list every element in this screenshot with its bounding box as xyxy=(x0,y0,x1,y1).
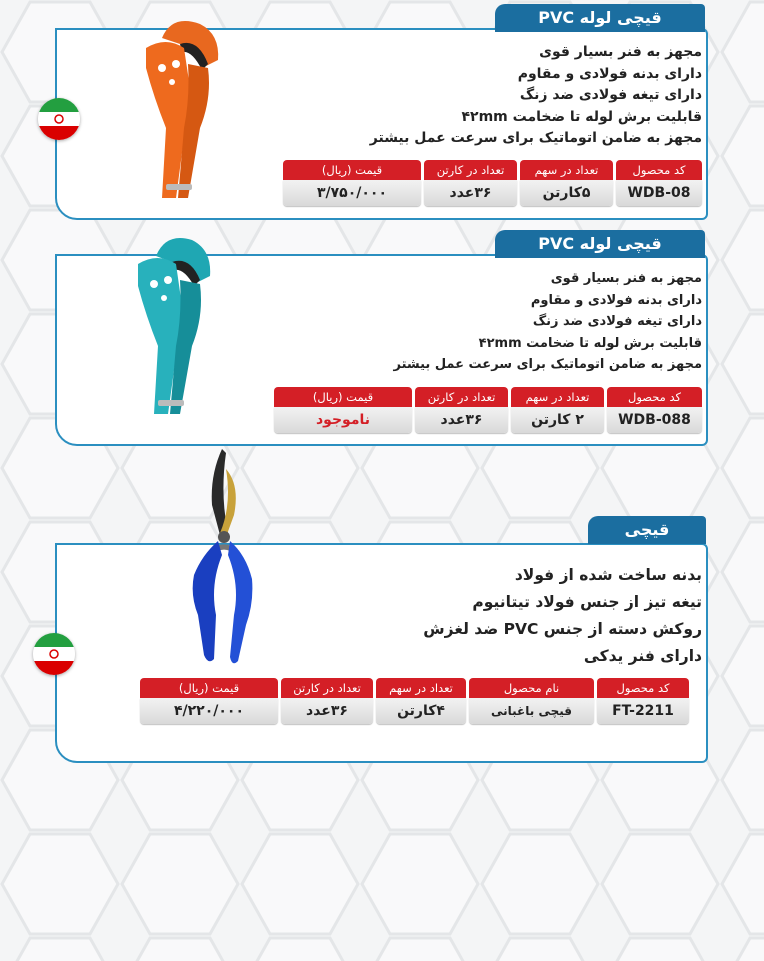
feature-item: مجهز به ضامن اتوماتیک برای سرعت عمل بیشتر xyxy=(369,130,702,146)
share-quantity: ۴کارتن xyxy=(376,698,466,724)
table-header: تعداد در کارتن xyxy=(415,387,508,407)
feature-item: روکش دسته از جنس PVC ضد لغزش xyxy=(423,620,702,638)
carton-quantity: ۳۶عدد xyxy=(281,698,373,724)
table-header: تعداد در سهم xyxy=(376,678,466,698)
product-code: WDB-088 xyxy=(607,407,702,433)
table-header: قیمت (ریال) xyxy=(140,678,278,698)
feature-item: دارای بدنه فولادی و مقاوم xyxy=(517,65,702,82)
table-header: تعداد در سهم xyxy=(511,387,604,407)
price-value: ۴/۲۲۰/۰۰۰ xyxy=(140,698,278,724)
table-header: کد محصول xyxy=(616,160,702,180)
table-header: کد محصول xyxy=(597,678,689,698)
carton-quantity: ۳۶عدد xyxy=(415,407,508,433)
feature-item: دارای بدنه فولادی و مقاوم xyxy=(530,292,702,308)
product-name: قیچی باغبانی xyxy=(469,698,594,724)
feature-item: مجهز به فنر بسیار قوی xyxy=(539,44,702,60)
feature-item: دارای تیغه فولادی ضد زنگ xyxy=(532,314,702,329)
table-header: کد محصول xyxy=(607,387,702,407)
feature-item: مجهز به فنر بسیار قوی xyxy=(550,271,702,286)
share-quantity: ۵کارتن xyxy=(520,180,613,206)
feature-item: مجهز به ضامن اتوماتیک برای سرعت عمل بیشتر xyxy=(393,357,702,372)
product-table-2 xyxy=(274,387,702,433)
feature-item: قابلیت برش لوله تا ضخامت ۴۲mm xyxy=(478,335,702,351)
feature-item: دارای فنر یدکی xyxy=(583,647,702,665)
product-features-2 xyxy=(393,268,702,376)
iran-flag-icon xyxy=(33,633,75,675)
feature-item: بدنه ساخت شده از فولاد xyxy=(514,566,702,584)
product-title-3: قیچی باغبانی xyxy=(588,516,706,544)
feature-item: قابلیت برش لوله تا ضخامت ۴۲mm xyxy=(461,108,702,125)
product-features-3 xyxy=(423,562,702,670)
orange-pvc-cutter-icon xyxy=(132,8,232,208)
product-features-1 xyxy=(370,42,702,150)
carton-quantity: ۳۶عدد xyxy=(424,180,517,206)
price-value: ناموجود xyxy=(274,407,412,433)
product-table-1 xyxy=(283,160,702,206)
product-table-3 xyxy=(140,678,689,724)
table-header: نام محصول xyxy=(469,678,594,698)
product-title-2: قیچی لوله PVC xyxy=(495,230,705,258)
table-header: قیمت (ریال) xyxy=(274,387,412,407)
price-value: ۳/۷۵۰/۰۰۰ xyxy=(283,180,421,206)
feature-item: تیغه تیز از جنس فولاد تیتانیوم xyxy=(472,593,702,611)
table-header: تعداد در سهم xyxy=(520,160,613,180)
table-header: تعداد در کارتن xyxy=(281,678,373,698)
product-title-1: قیچی لوله PVC xyxy=(495,4,705,32)
feature-item: دارای تیغه فولادی ضد زنگ xyxy=(519,87,702,103)
share-quantity: ۲ کارتن xyxy=(511,407,604,433)
teal-pvc-cutter-icon xyxy=(126,228,226,424)
table-header: تعداد در کارتن xyxy=(424,160,517,180)
iran-flag-icon xyxy=(38,98,80,140)
pruning-shears-icon xyxy=(180,445,270,675)
table-header: قیمت (ریال) xyxy=(283,160,421,180)
product-code: WDB-08 xyxy=(616,180,702,206)
product-code: FT-2211 xyxy=(597,698,689,724)
